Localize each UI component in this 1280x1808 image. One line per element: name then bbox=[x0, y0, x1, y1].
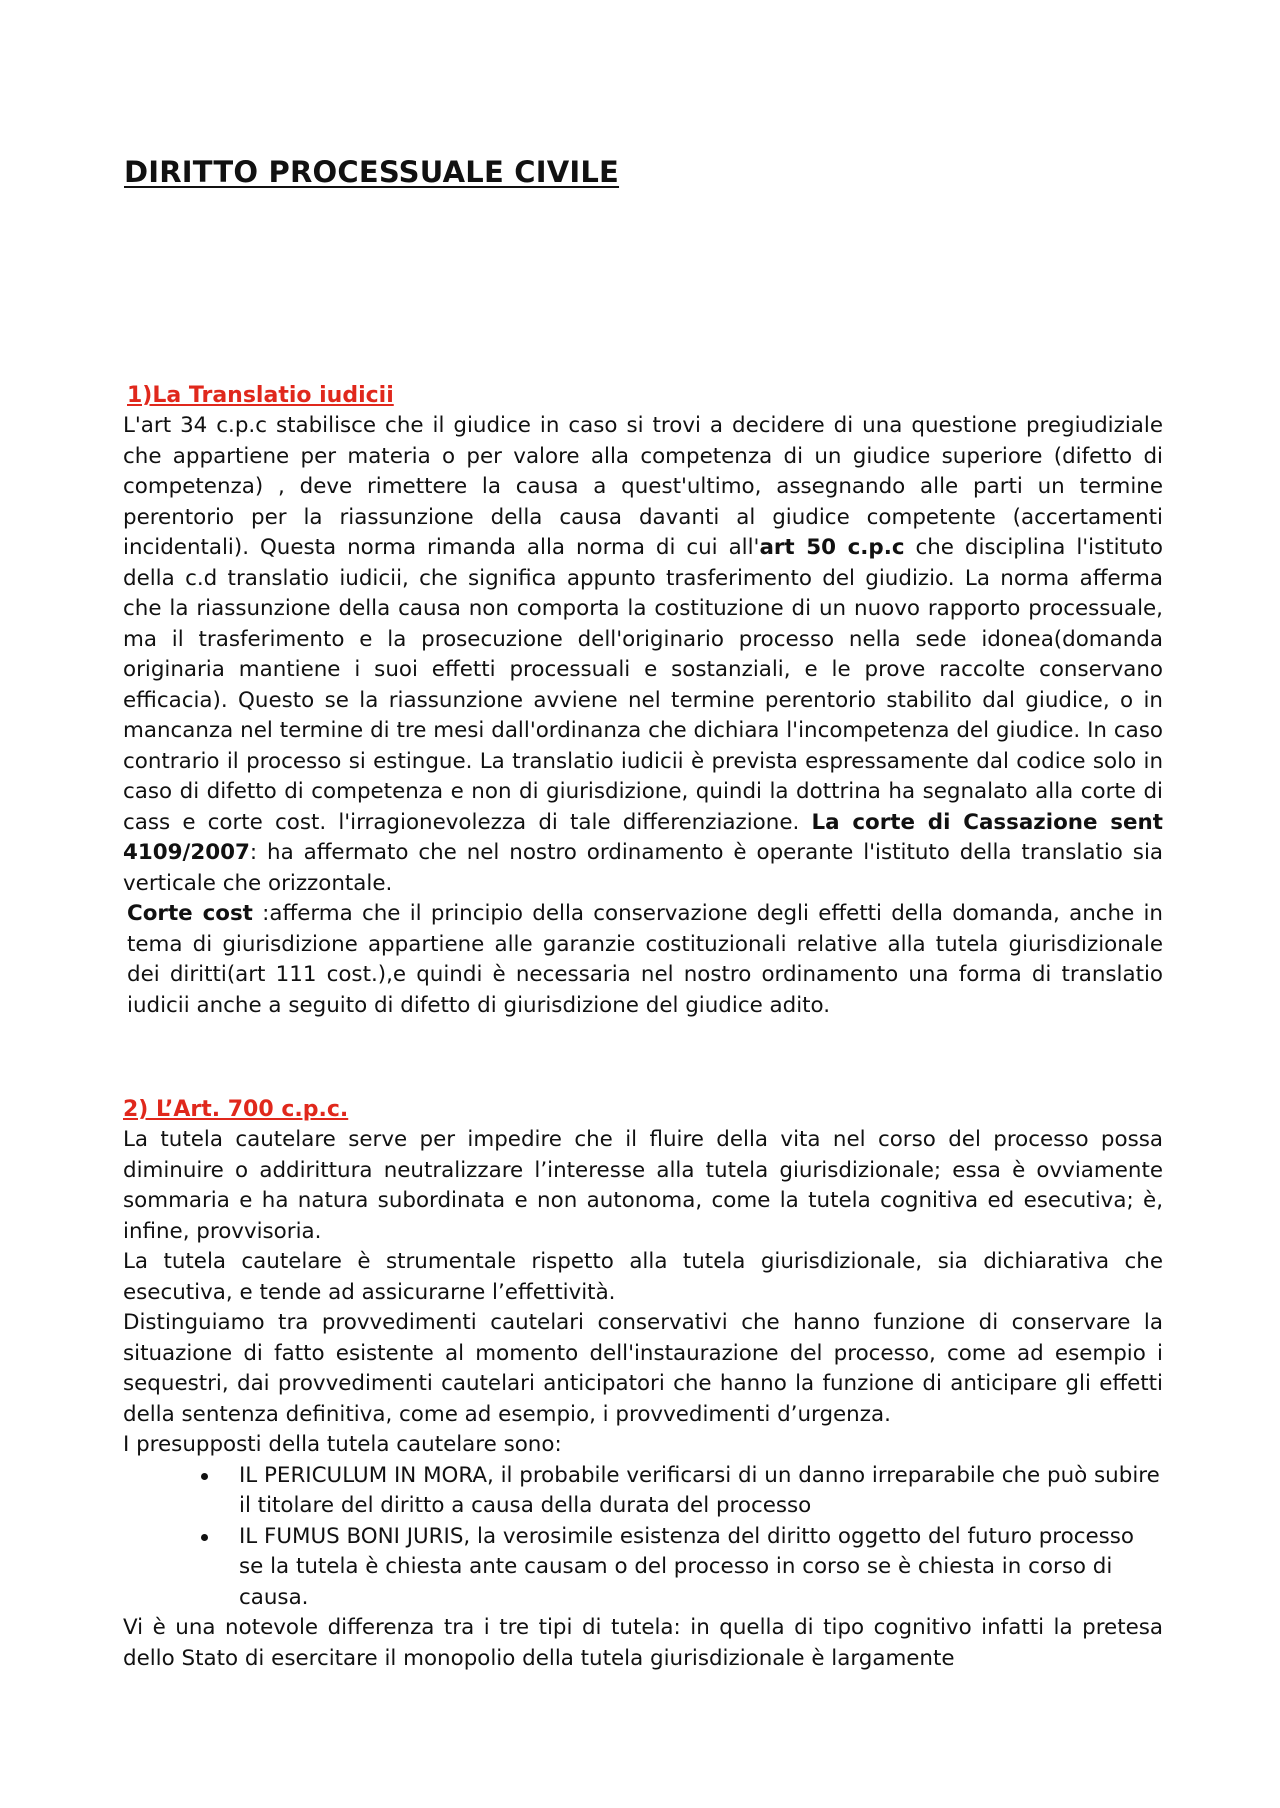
text-run: :afferma che il principio della conservazione degli effetti della domanda, anche in tema di giurisdizione appartiene alle garanzie costituzionali relative alla tutela giurisdizionale dei diritti(art 111 cost.),e quindi è necessaria nel nostro ordinamento una forma di translatio iudicii anche a seguito di difetto di giurisdizione del giudice adito. bbox=[127, 901, 1163, 1018]
section-translatio-iudicii bbox=[123, 381, 1163, 1021]
section-art-700 bbox=[123, 1095, 1163, 1674]
list-item-text: IL PERICULUM IN MORA, il probabile verificarsi di un danno irreparabile che può subire il titolare del diritto a causa della durata del processo bbox=[239, 1462, 1160, 1518]
paragraph: La tutela cautelare serve per impedire che il fluire della vita nel corso del processo possa diminuire o addirittura neutralizzare l’interesse alla tutela giurisdizionale; essa è ovviamente sommaria e ha natura subordinata e non autonoma, come la tutela cognitiva ed esecutiva; è, infine, provvisoria. bbox=[123, 1127, 1163, 1244]
paragraph: I presupposti della tutela cautelare sono: bbox=[123, 1432, 562, 1457]
paragraph: La tutela cautelare è strumentale rispetto alla tutela giurisdizionale, sia dichiarativa che esecutiva, e tende ad assicurarne l’effettività. bbox=[123, 1249, 1163, 1305]
text-run: che disciplina l'istituto della c.d translatio iudicii, che significa appunto trasferimento del giudizio. La norma afferma che la riassunzione della causa non comporta la costituzione di un nuovo rapporto processuale, ma il trasferimento e la prosecuzione dell'originario processo nella sede idonea(domanda originaria mantiene i suoi effetti processuali e sostanziali, e le prove raccolte conservano efficacia). Questo se la riassunzione avviene nel termine perentorio stabilito dal giudice, o in mancanza nel termine di tre mesi dall'ordinanza che dichiara l'incompetenza del giudice. In caso contrario il processo si estingue. La translatio iudicii è prevista espressamente dal codice solo in caso di difetto di competenza e non di giurisdizione, quindi la dottrina ha segnalato alla corte di cass e corte cost. l'irragionevolezza di tale differenziazione. bbox=[123, 535, 1163, 835]
text-run: : ha affermato che nel nostro ordinamento è operante l'istituto della translatio sia verticale che orizzontale. bbox=[123, 840, 1163, 896]
list-item bbox=[239, 1522, 1163, 1614]
bold-reference: Corte cost bbox=[127, 901, 253, 926]
bullet-icon bbox=[201, 1473, 208, 1480]
paragraph bbox=[123, 899, 1163, 1021]
bold-reference: art 50 c.p.c bbox=[759, 535, 905, 560]
document-title: DIRITTO PROCESSUALE CIVILE bbox=[124, 155, 620, 189]
list-item bbox=[239, 1461, 1163, 1522]
text-run: L'art 34 c.p.c stabilisce che il giudice in caso si trovi a decidere di una questione pregiudiziale che appartiene per materia o per valore alla competenza di un giudice superiore (difetto di competenza) , deve rimettere la causa a quest'ultimo, assegnando alle parti un termine perentorio per la riassunzione della causa davanti al giudice competente (accertamenti incidentali). Questa norma rimanda alla norma di cui all' bbox=[123, 413, 1163, 560]
list-item-text: IL FUMUS BONI JURIS, la verosimile esistenza del diritto oggetto del futuro processo se la tutela è chiesta ante causam o del processo in corso se è chiesta in corso di causa. bbox=[239, 1523, 1134, 1610]
paragraph: Vi è una notevole differenza tra i tre tipi di tutela: in quella di tipo cognitivo infatti la pretesa dello Stato di esercitare il monopolio della tutela giurisdizionale è largamente bbox=[123, 1615, 1163, 1671]
section-heading: 2) L’Art. 700 c.p.c. bbox=[123, 1097, 349, 1122]
paragraph: Distinguiamo tra provvedimenti cautelari conservativi che hanno funzione di conservare la situazione di fatto esistente al momento dell'instaurazione del processo, come ad esempio i sequestri, dai provvedimenti cautelari anticipatori che hanno la funzione di anticipare gli effetti della sentenza definitiva, come ad esempio, i provvedimenti d’urgenza. bbox=[123, 1310, 1163, 1427]
paragraph bbox=[123, 411, 1163, 899]
section-heading: 1)La Translatio iudicii bbox=[127, 383, 394, 408]
bold-reference: La corte di Cassazione sent 4109/2007 bbox=[123, 809, 1163, 865]
bullet-icon bbox=[201, 1534, 208, 1541]
bullet-list bbox=[123, 1461, 1163, 1614]
